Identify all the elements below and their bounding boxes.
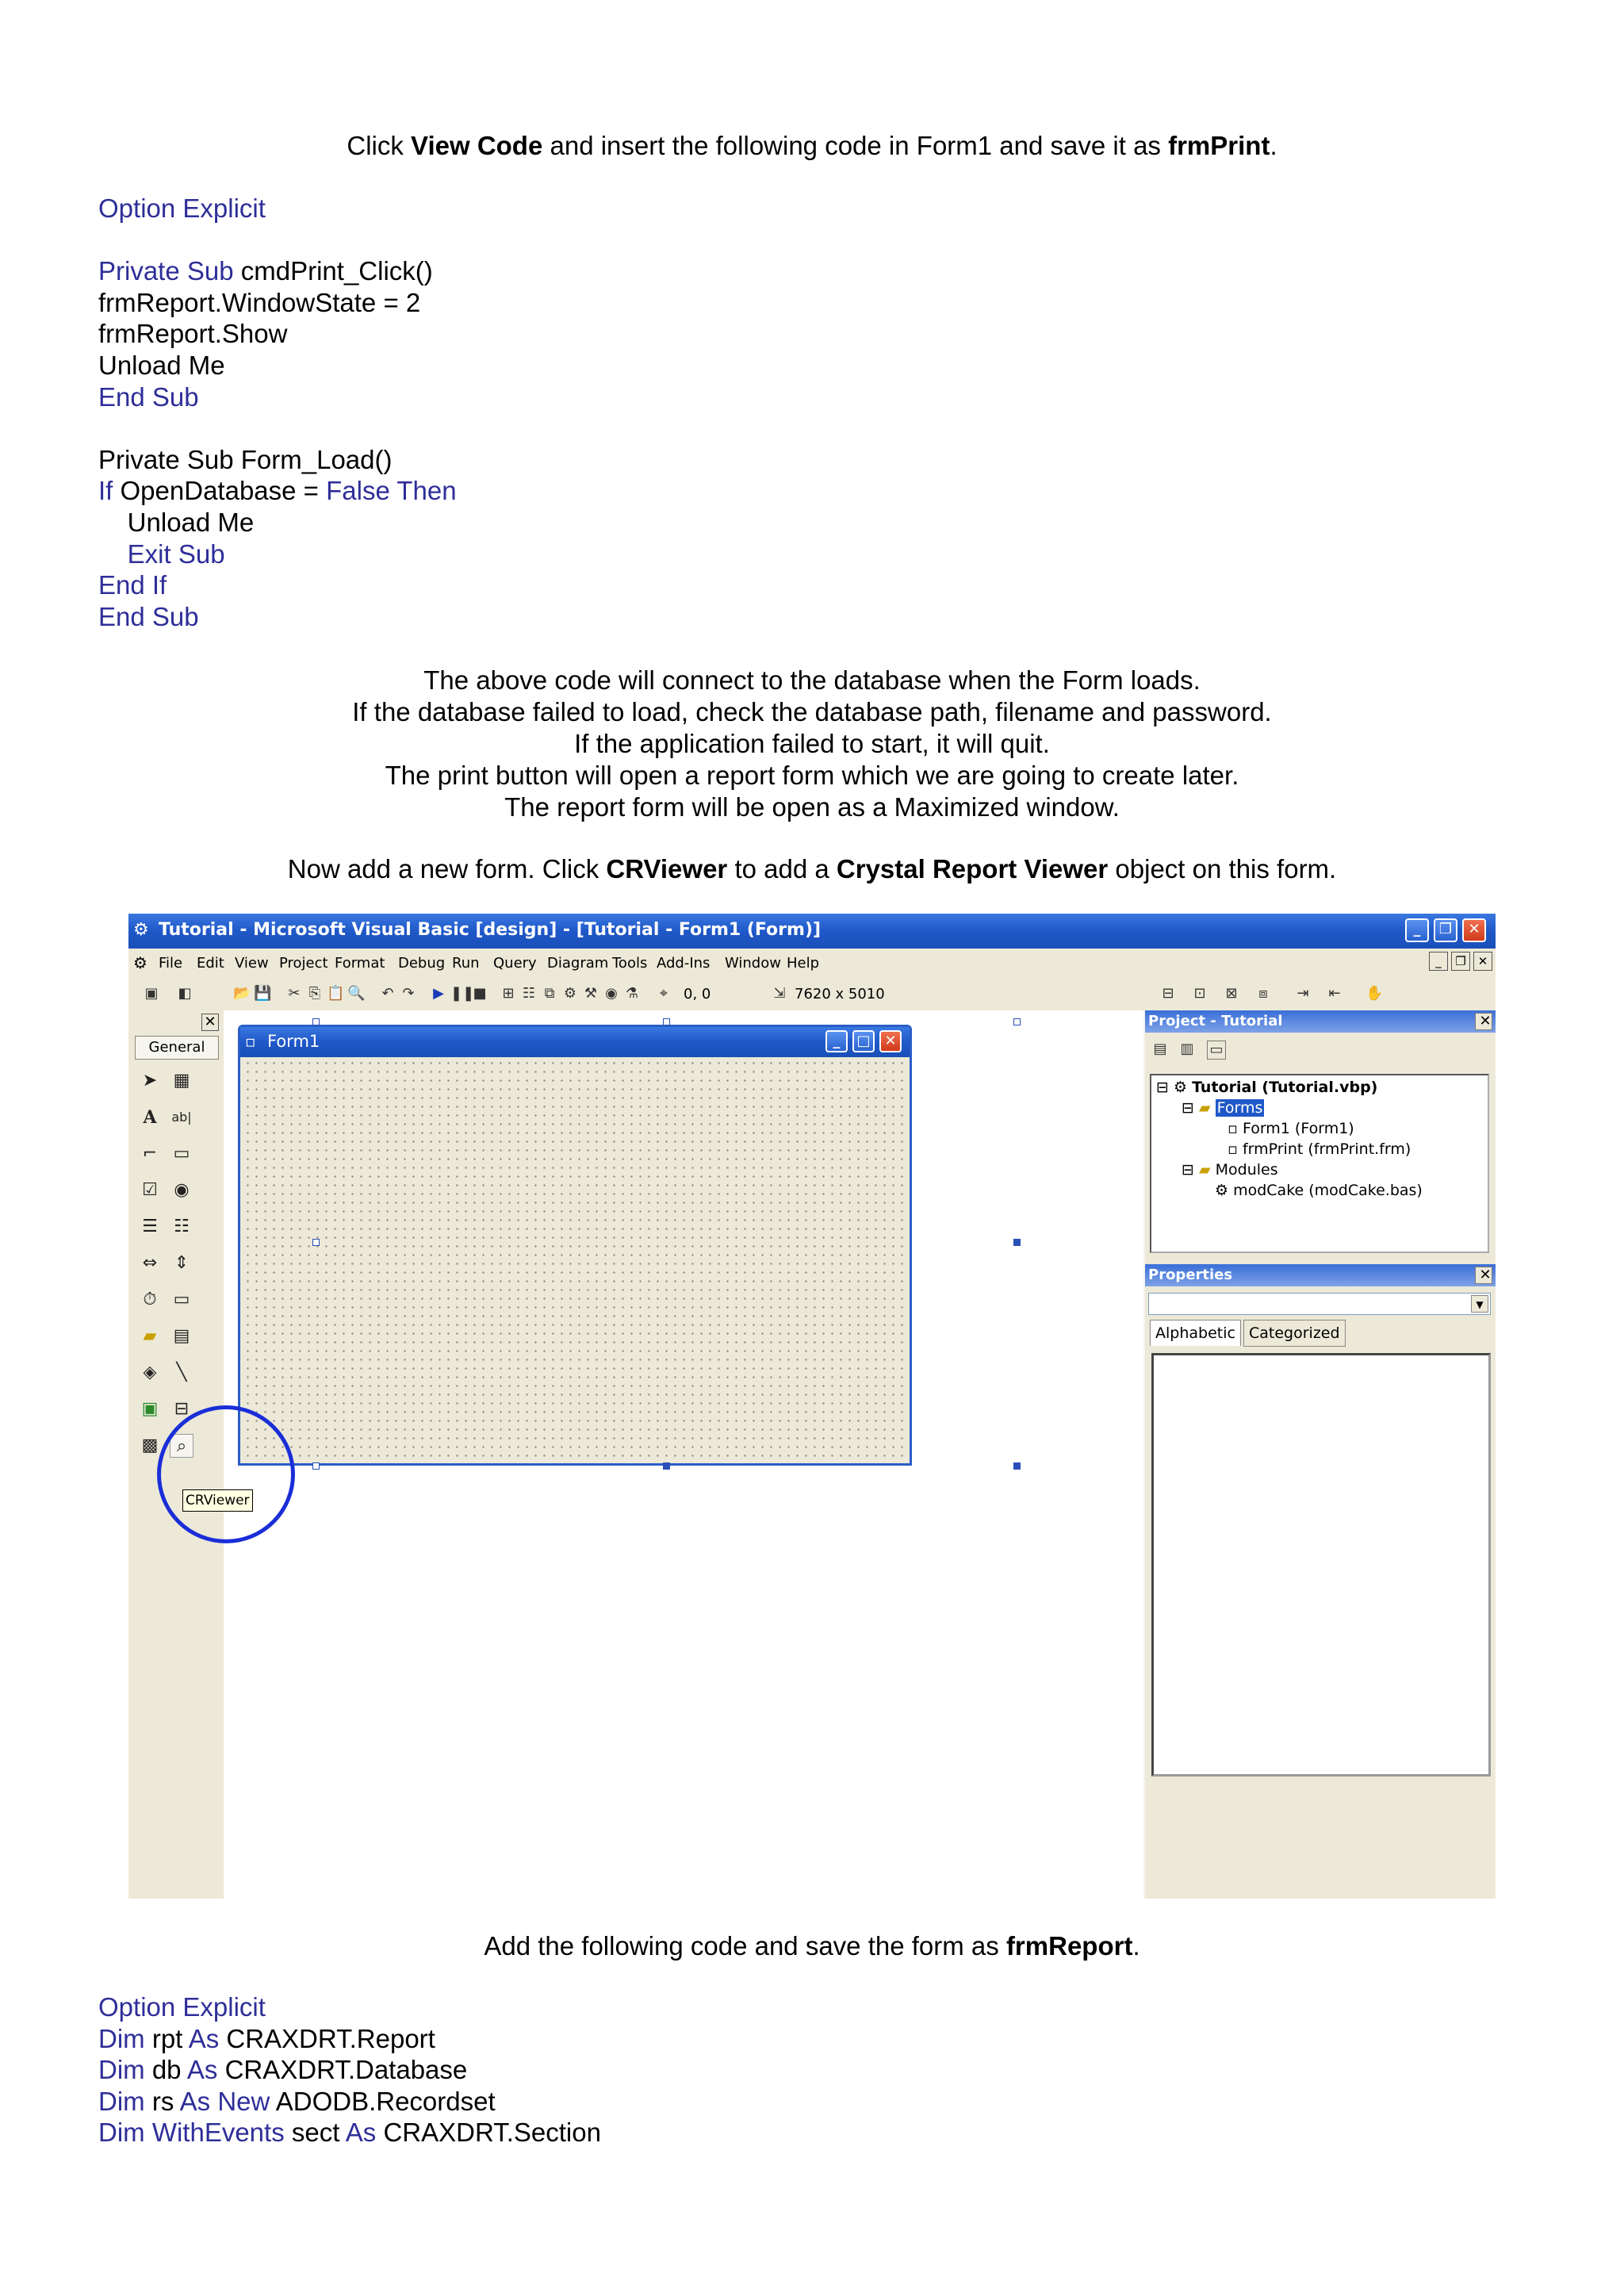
find-icon[interactable]: 🔍 <box>347 985 366 1002</box>
toggle-folders-icon[interactable]: ▭ <box>1207 1041 1226 1060</box>
close-button[interactable]: ✕ <box>1462 918 1486 942</box>
code-block-form1 <box>98 193 457 632</box>
view-code-bold: View Code <box>411 131 543 160</box>
align-icon[interactable]: ⊟ <box>1162 985 1174 1002</box>
code-text: CRAXDRT.Report <box>219 2023 435 2053</box>
code-keyword: False Then <box>326 476 457 506</box>
vb-ide-screenshot <box>128 914 1496 1899</box>
center-icon[interactable]: ⊡ <box>1193 985 1206 1002</box>
explanation-paragraph <box>0 665 1624 823</box>
right-panels <box>1145 1010 1496 1899</box>
menu-item-add-ins[interactable]: Add-Ins <box>657 955 710 972</box>
undo-icon[interactable]: ↶ <box>381 985 394 1002</box>
code-text: Private Sub Form_Load() <box>98 444 393 474</box>
hand-icon[interactable]: ✋ <box>1365 985 1384 1002</box>
ide-titlebar <box>128 914 1496 949</box>
project-explorer-titlebar <box>1145 1010 1496 1033</box>
resize-handle[interactable] <box>312 1239 320 1246</box>
hscrollbar-tool-icon[interactable]: ⇔ <box>142 1253 158 1273</box>
code-keyword: Option Explicit <box>98 194 266 223</box>
dirlistbox-tool-icon[interactable]: ▰ <box>143 1326 157 1346</box>
collapse-icon[interactable]: ⊟ <box>1182 1099 1194 1117</box>
code-keyword: Dim <box>98 2023 145 2053</box>
frmprint-label: frmPrint (frmPrint.frm) <box>1242 1140 1411 1158</box>
menu-item-view[interactable]: View <box>235 955 269 972</box>
label-tool-icon[interactable]: A <box>143 1107 157 1128</box>
redo-icon[interactable]: ↷ <box>402 985 415 1002</box>
object-combo[interactable] <box>1148 1293 1491 1315</box>
properties-title: Properties <box>1148 1267 1233 1283</box>
toolbox-general-tab[interactable]: General <box>135 1036 219 1060</box>
combobox-tool-icon[interactable]: ☰ <box>142 1217 158 1236</box>
data-view-icon[interactable]: ◉ <box>605 985 618 1002</box>
code-line <box>98 350 457 381</box>
size-same-icon[interactable]: ⊠ <box>1225 985 1238 1002</box>
project-root-label: Tutorial (Tutorial.vbp) <box>1192 1079 1378 1096</box>
menu-item-help[interactable]: Help <box>787 955 820 972</box>
code-line <box>98 507 457 539</box>
add-form-instruction <box>0 853 1624 885</box>
code-keyword: As New <box>179 2086 270 2116</box>
object-browser-icon[interactable]: ⚙ <box>563 985 577 1002</box>
line-tool-icon[interactable]: ╲ <box>176 1363 187 1382</box>
code-keyword: End Sub <box>98 601 199 631</box>
tree-form1[interactable] <box>1228 1120 1354 1137</box>
modcake-label: modCake (modCake.bas) <box>1233 1182 1423 1199</box>
code-line <box>98 2023 601 2055</box>
code-block-frmreport <box>98 1991 601 2148</box>
bring-front-icon[interactable]: ⧈ <box>1258 985 1268 1002</box>
code-text: OpenDatabase = <box>113 476 327 506</box>
pointer-tool-icon[interactable]: ➤ <box>142 1071 158 1091</box>
timer-tool-icon[interactable]: ⏱ <box>143 1290 157 1309</box>
properties-grid[interactable] <box>1151 1353 1491 1777</box>
chevron-down-icon[interactable]: ▼ <box>1471 1295 1488 1313</box>
code-keyword: As <box>186 2055 218 2085</box>
code-text: ADODB.Recordset <box>270 2086 496 2116</box>
forms-folder-label: Forms <box>1216 1099 1263 1117</box>
tree-root[interactable] <box>1156 1079 1377 1096</box>
resize-handle[interactable] <box>663 1462 670 1470</box>
resize-handle[interactable] <box>1013 1239 1021 1246</box>
restore-button[interactable]: ❐ <box>1434 918 1457 942</box>
code-line <box>98 2117 601 2148</box>
modules-folder-label: Modules <box>1215 1161 1278 1179</box>
add-form-text: object on this form. <box>1108 854 1337 884</box>
project-explorer-icon[interactable]: ⊞ <box>502 985 515 1002</box>
frame-tool-icon[interactable]: ⌐ <box>142 1144 158 1163</box>
resize-handle[interactable] <box>663 1018 670 1025</box>
menu-item-project[interactable]: Project <box>279 955 328 972</box>
code-text: db <box>144 2055 187 2085</box>
explanation-line: The above code will connect to the database when the Form loads. <box>423 665 1201 695</box>
data-tool-icon[interactable]: ⊟ <box>174 1399 190 1419</box>
project-icon: ⚙ <box>1173 1079 1188 1096</box>
project-explorer-title: Project - Tutorial <box>1148 1013 1283 1029</box>
position-readout: 0, 0 <box>684 986 711 1002</box>
position-icon: ⌖ <box>659 985 668 1002</box>
properties-icon[interactable]: ☷ <box>522 985 536 1002</box>
outdent-icon[interactable]: ⇤ <box>1328 985 1341 1002</box>
form-icon: ▫ <box>1228 1140 1238 1158</box>
copy-icon[interactable]: ⎘ <box>308 985 321 1002</box>
add-code-instruction <box>0 1930 1624 1962</box>
code-line <box>98 601 457 633</box>
code-text: frmReport.Show <box>98 319 288 349</box>
optionbutton-tool-icon[interactable]: ◉ <box>174 1180 190 1200</box>
filelistbox-tool-icon[interactable]: ▤ <box>173 1326 190 1346</box>
mdi-close-icon[interactable]: ✕ <box>1473 952 1492 971</box>
menu-item-file[interactable]: File <box>159 955 183 972</box>
form-maximize-button[interactable]: □ <box>852 1030 875 1052</box>
intro-instruction <box>0 130 1624 162</box>
menu-item-diagram[interactable]: Diagram <box>547 955 609 972</box>
intro-text: and insert the following code in Form1 and save it as <box>542 131 1169 160</box>
tree-forms-folder[interactable] <box>1182 1099 1264 1117</box>
form-icon: ▫ <box>245 1032 256 1051</box>
end-icon[interactable]: ■ <box>473 985 487 1002</box>
start-icon[interactable]: ▶ <box>433 985 444 1002</box>
code-keyword: End If <box>98 570 167 600</box>
code-text: CRAXDRT.Section <box>376 2118 601 2148</box>
picturebox-tool-icon[interactable]: ▦ <box>173 1071 190 1091</box>
save-icon[interactable]: 💾 <box>254 985 272 1002</box>
form-close-button[interactable]: ✕ <box>879 1030 902 1052</box>
add-form-text: to add a <box>727 854 837 884</box>
code-line <box>98 381 457 413</box>
code-text: CRAXDRT.Database <box>217 2055 468 2085</box>
project-tree <box>1150 1074 1489 1253</box>
code-line <box>98 224 457 256</box>
code-keyword: Option Explicit <box>98 1992 266 2022</box>
menu-item-query[interactable]: Query <box>493 955 537 972</box>
code-keyword: End Sub <box>98 381 199 412</box>
code-text: rs <box>144 2086 180 2116</box>
menu-item-run[interactable]: Run <box>452 955 480 972</box>
tab-categorized[interactable]: Categorized <box>1243 1320 1346 1347</box>
explanation-line: If the application failed to start, it will quit. <box>574 729 1050 758</box>
size-icon: ⇲ <box>773 985 786 1002</box>
code-text: cmdPrint_Click() <box>233 256 433 286</box>
intro-text: . <box>1270 131 1277 160</box>
textbox-tool-icon[interactable]: ab| <box>171 1110 192 1125</box>
mdi-minimize-icon[interactable]: _ <box>1429 952 1448 971</box>
menu-bar <box>128 949 1496 977</box>
tree-modcake[interactable] <box>1215 1182 1423 1199</box>
collapse-icon[interactable]: ⊟ <box>1182 1161 1194 1179</box>
code-line <box>98 2054 601 2086</box>
form-designer-area <box>224 1010 1266 1899</box>
menu-item-edit[interactable]: Edit <box>197 955 224 972</box>
explanation-line: The report form will be open as a Maximized window. <box>504 792 1120 822</box>
code-keyword: Exit Sub <box>98 539 225 569</box>
component-manager-icon[interactable]: ⚗ <box>625 985 639 1002</box>
explanation-line: If the database failed to load, check the database path, filename and password. <box>352 697 1272 726</box>
minimize-button[interactable]: _ <box>1405 918 1429 942</box>
standard-toolbar <box>128 977 1496 1011</box>
form1-grid[interactable] <box>243 1059 906 1460</box>
code-text: frmReport.WindowState = 2 <box>98 287 421 317</box>
code-line <box>98 444 457 476</box>
menu-item-tools[interactable]: Tools <box>612 955 648 972</box>
crviewer-tool-icon[interactable]: ⌕ <box>170 1434 193 1458</box>
code-keyword: As <box>188 2023 220 2053</box>
shape-tool-icon[interactable]: ◈ <box>143 1363 157 1382</box>
code-text: sect <box>284 2118 346 2148</box>
properties-close-icon[interactable]: ✕ <box>1475 1267 1492 1284</box>
crviewer-bold: CRViewer <box>606 854 728 884</box>
form1-window[interactable] <box>238 1025 912 1466</box>
add-code-text: Add the following code and save the form as <box>484 1931 1006 1961</box>
intro-text: Click <box>347 131 412 160</box>
module-icon: ⚙ <box>1215 1182 1229 1199</box>
code-line <box>98 255 457 287</box>
frmprint-bold: frmPrint <box>1168 131 1270 160</box>
resize-handle[interactable] <box>1013 1462 1021 1470</box>
size-readout: 7620 x 5010 <box>795 986 885 1002</box>
menu-item-window[interactable]: Window <box>725 955 781 972</box>
paste-icon[interactable]: 📋 <box>327 985 345 1002</box>
drivelistbox-tool-icon[interactable]: ▭ <box>173 1290 190 1309</box>
code-keyword: Dim <box>98 2055 145 2085</box>
menu-item-format[interactable]: Format <box>335 955 385 972</box>
menu-app-icon: ⚙ <box>133 953 147 972</box>
vb-app-icon: ⚙ <box>133 920 149 940</box>
code-keyword: Private Sub <box>98 256 234 286</box>
mdi-restore-icon[interactable]: ❐ <box>1451 952 1470 971</box>
code-line <box>98 287 457 319</box>
tab-alphabetic[interactable]: Alphabetic <box>1150 1320 1241 1346</box>
view-code-icon[interactable]: ▤ <box>1153 1041 1167 1057</box>
code-line <box>98 412 457 444</box>
form1-titlebar <box>240 1027 910 1057</box>
code-line <box>98 2086 601 2118</box>
toolbox-icon[interactable]: ⚒ <box>584 985 598 1002</box>
ole-tool-icon[interactable]: ▩ <box>141 1435 159 1455</box>
properties-titlebar <box>1145 1264 1496 1286</box>
code-line <box>98 539 457 570</box>
frmreport-bold: frmReport <box>1005 1931 1133 1961</box>
add-form-icon[interactable]: ◧ <box>178 985 192 1002</box>
code-keyword: Dim WithEvents <box>98 2118 285 2148</box>
form-layout-icon[interactable]: ⧉ <box>544 985 555 1002</box>
view-object-icon[interactable]: ▥ <box>1180 1041 1194 1057</box>
explanation-line: The print button will open a report form which we are going to create later. <box>385 761 1239 790</box>
code-keyword: Dim <box>98 2086 145 2116</box>
form1-title: Form1 <box>267 1032 320 1051</box>
code-keyword: As <box>345 2118 377 2148</box>
crviewer-tooltip: CRViewer <box>182 1489 253 1512</box>
code-line <box>98 1991 601 2023</box>
highlight-circle <box>157 1405 295 1543</box>
add-code-text: . <box>1132 1931 1140 1961</box>
project-close-icon[interactable]: ✕ <box>1475 1013 1492 1030</box>
form-minimize-button[interactable]: _ <box>825 1030 848 1052</box>
code-line <box>98 318 457 350</box>
menu-item-debug[interactable]: Debug <box>398 955 446 972</box>
indent-icon[interactable]: ⇥ <box>1297 985 1309 1002</box>
cut-icon[interactable]: ✂ <box>288 985 301 1002</box>
form1-label: Form1 (Form1) <box>1242 1120 1354 1137</box>
code-text: Unload Me <box>98 350 225 380</box>
folder-icon: ▰ <box>1198 1099 1211 1117</box>
add-form-text: Now add a new form. Click <box>287 854 607 884</box>
code-keyword: If <box>98 476 113 506</box>
tree-frmprint[interactable] <box>1228 1140 1411 1158</box>
tree-modules-folder[interactable] <box>1182 1161 1278 1179</box>
resize-handle[interactable] <box>1013 1018 1021 1025</box>
code-text: Unload Me <box>98 507 255 537</box>
add-project-icon[interactable]: ▣ <box>144 985 159 1002</box>
open-icon[interactable]: 📂 <box>233 985 251 1002</box>
listbox-tool-icon[interactable]: ☷ <box>174 1217 190 1236</box>
vscrollbar-tool-icon[interactable]: ⇕ <box>174 1253 190 1273</box>
code-line <box>98 193 457 224</box>
folder-icon: ▰ <box>1198 1161 1211 1179</box>
collapse-icon[interactable]: ⊟ <box>1156 1079 1169 1096</box>
crystal-report-viewer-bold: Crystal Report Viewer <box>836 854 1109 884</box>
image-tool-icon[interactable]: ▣ <box>141 1399 159 1419</box>
toolbox-close-icon[interactable]: ✕ <box>201 1014 219 1031</box>
code-text: rpt <box>144 2023 189 2053</box>
code-line <box>98 475 457 507</box>
break-icon[interactable]: ❚❚ <box>450 985 475 1002</box>
code-line <box>98 569 457 601</box>
checkbox-tool-icon[interactable]: ☑ <box>142 1180 158 1200</box>
commandbutton-tool-icon[interactable]: ▭ <box>173 1144 190 1163</box>
resize-handle[interactable] <box>312 1462 320 1470</box>
resize-handle[interactable] <box>312 1018 320 1025</box>
ide-title: Tutorial - Microsoft Visual Basic [design] - [Tutorial - Form1 (Form)] <box>159 920 822 940</box>
form-icon: ▫ <box>1228 1120 1238 1137</box>
